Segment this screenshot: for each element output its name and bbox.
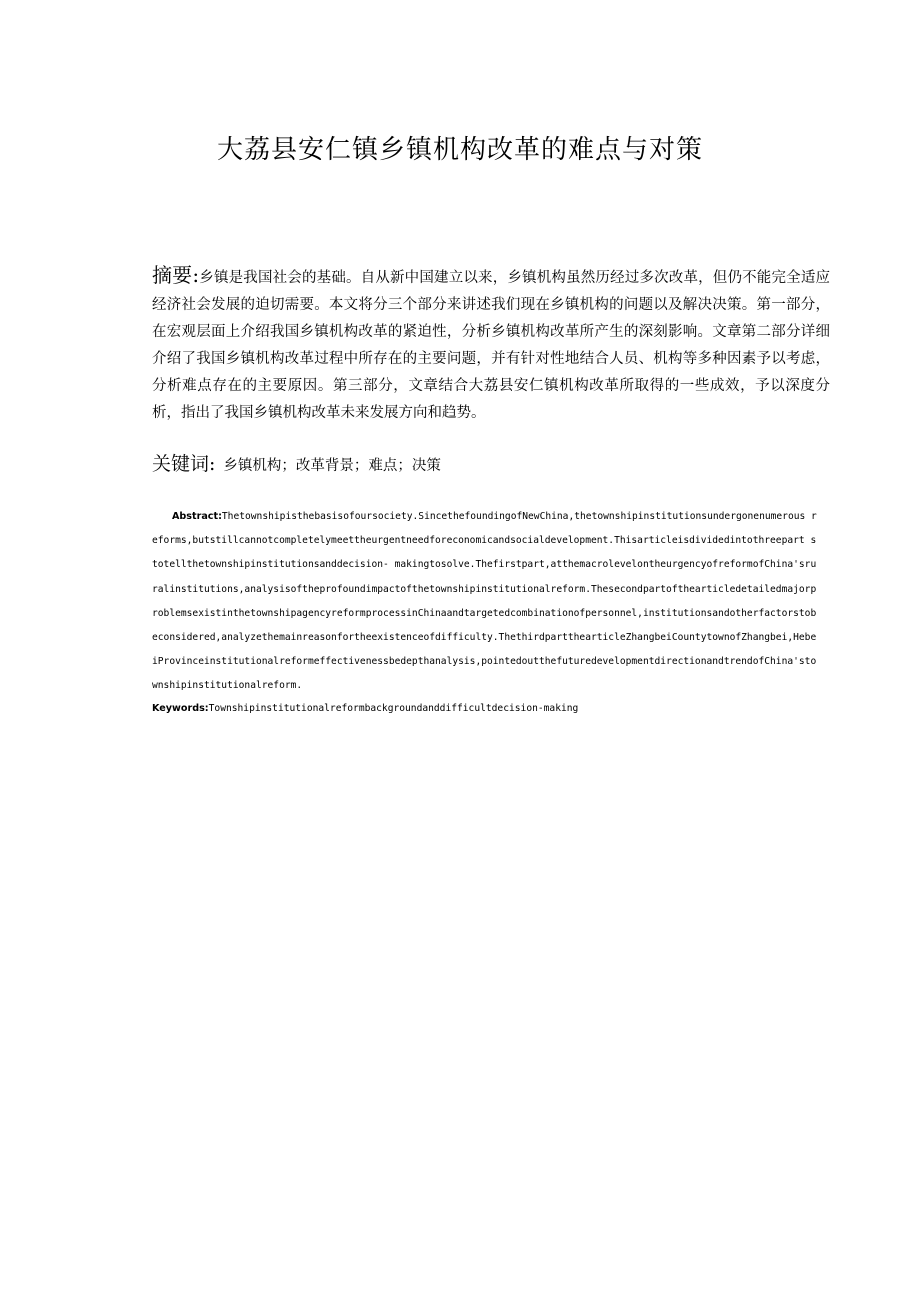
chinese-keywords-text: 乡镇机构；改革背景；难点；决策 <box>223 458 441 474</box>
document-title: 大荔县安仁镇乡镇机构改革的难点与对策 <box>216 135 703 165</box>
chinese-keywords-label: 关键词: <box>152 453 216 475</box>
chinese-abstract <box>152 262 830 427</box>
chinese-abstract-text: 乡镇是我国社会的基础。自从新中国建立以来，乡镇机构虽然历经过多次改革，但仍不能完全适应经济社会发展的迫切需要。本文将分三个部分来讲述我们现在乡镇机构的问题以及解决决策。第一部分，在宏观层面上介绍我国乡镇机构改革的紧迫性，分析乡镇机构改革所产生的深刻影响。文章第二部分详细介绍了我国乡镇机构改革过程中所存在的主要问题，并有针对性地结合人员、机构等多种因素予以考虑，分析难点存在的主要原因。第三部分，文章结合大荔县安仁镇机构改革所取得的一些成效，予以深度分析，指出了我国乡镇机构改革未来发展方向和趋势。 <box>152 270 830 421</box>
english-abstract-label: Abstract: <box>172 511 222 522</box>
chinese-keywords <box>152 450 830 480</box>
english-keywords-text: Townshipinstitutionalreformbackgroundanddifficultdecision-making <box>208 703 579 714</box>
english-keywords-label: Keywords: <box>152 703 209 714</box>
chinese-abstract-label: 摘要: <box>152 263 200 287</box>
english-abstract <box>152 505 820 699</box>
english-abstract-text: Thetownshipisthebasisofoursociety.SincethefoundingofNewChina,thetownshipinstitutionsundergonenumerous reforms,butstillcannotcompletelymeettheurgentneedforeconomicandsocialdevelopment.Thisarticleisdividedintothreepart stotellthetownshipinstitutionsanddecision- makingtosolve.Thefirstpart,atthemacrolevelontheurgencyofreformofChina'sruralinstitutions,analysisoftheprofoundimpactofthetownshipinstitutionalreform.ThesecondpartofthearticledetailedmajorproblemsexistinthetownshipagencyreformprocessinChinaandtargetedcombinationofpersonnel,institutionsandotherfactorstobeconsidered,analyzethemainreasonfortheexistenceofdifficulty.ThethirdpartthearticleZhangbeiCountytownofZhangbei,HebeiProvinceinstitutionalreformeffectivenessbedepthanalysis,pointedoutthefuturedevelopmentdirectionandtrendofChina'stownshipinstitutionalreform. <box>152 511 817 692</box>
english-keywords <box>152 700 820 718</box>
